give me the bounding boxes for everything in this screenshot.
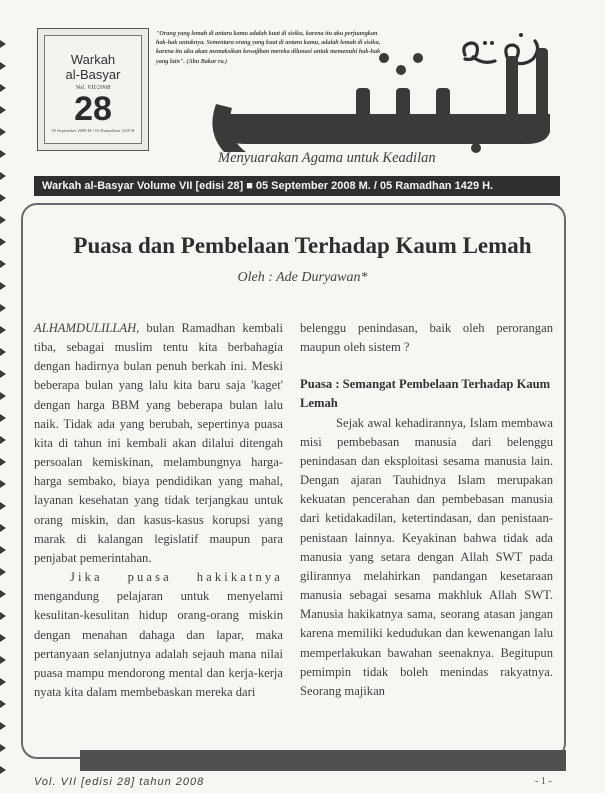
border-triangle (0, 612, 6, 620)
border-triangle (0, 128, 6, 136)
border-triangle (0, 40, 6, 48)
border-triangle (0, 62, 6, 70)
paragraph: Sejak awal kehadirannya, Islam membawa misi pembebasan manusia dari belenggu penindasan dan eksploitasi sesama manusia lain. Dengan ajaran Tauhidnya Islam merupakan kekuatan pencerahan dan pembebasan manusia dari ketidakadilan, ketertindasan, dan penistaan-penistaan lainnya. Keyakinan bahwa tidak ada manusia yang setara dengan Allah SWT pada gilirannya melahirkan pandangan kesetaraan manusia sebagai sesama makhluk Allah SWT. Manusia hakikatnya sama, seorang atasan jangan karena memiliki kedudukan dan kewenangan lalu memperlakukan bawahan seenaknya. Begitupun pemimpin tidak boleh menindas rakyatnya. Seorang majikan (300, 415, 553, 698)
border-triangle (0, 546, 6, 554)
arabic-calligraphy-main-logo (206, 48, 558, 158)
border-triangle (0, 744, 6, 752)
logo-date: 05 September 2008 M / 05 Ramadhan 1429 H (51, 128, 135, 133)
border-triangle (0, 150, 6, 158)
border-triangle (0, 590, 6, 598)
border-triangle (0, 634, 6, 642)
masthead-quote: "Orang yang lemah di antara kamu adalah kuat di sisiku, karena itu aku perjuangkan hak-hak untuknya. Sementara orang yang kuat di antara kamu, adalah lemah di sisiku, karena itu aku akan memaksikan kewajiban mereka dilunasi untuk memenuhi hak-hak yang lain". (Abu Bakar ra.) (156, 30, 381, 65)
border-triangle (0, 172, 6, 180)
issue-number: 28 (74, 90, 112, 128)
article-column-left (34, 319, 283, 702)
border-triangle (0, 678, 6, 686)
border-triangle (0, 216, 6, 224)
paragraph-text: mengandung pelajaran untuk menyelami kesulitan-kesulitan hidup orang-orang miskin dengan menahan dahaga dan lapar, maka pertanyaan selanjutnya adalah sejauh mana nilai puasa mampu mendorong mental dan kerja-kerja nyata kita dalam membebaskan mereka dari (34, 589, 283, 699)
border-triangle (0, 502, 6, 510)
paragraph-first-line: Jika puasa hakikatnya (70, 570, 283, 585)
lead-word: ALHAMDULILLAH, (34, 321, 140, 335)
masthead-tagline: Menyuarakan Agama untuk Keadilan (218, 150, 436, 166)
border-triangle (0, 524, 6, 532)
article-title: Puasa dan Pembelaan Terhadap Kaum Lemah (73, 233, 532, 258)
border-triangle (0, 414, 6, 422)
logo-volume: Vol. VII/2008 (75, 84, 111, 91)
border-triangle (0, 458, 6, 466)
border-triangle (0, 370, 6, 378)
border-triangle (0, 722, 6, 730)
issue-logo-inner (44, 35, 142, 144)
logo-title (45, 52, 141, 82)
paragraph (34, 568, 283, 702)
article-column-right (300, 319, 553, 701)
border-triangle (0, 194, 6, 202)
border-triangle (0, 480, 6, 488)
border-triangle (0, 392, 6, 400)
border-triangle (0, 304, 6, 312)
border-triangle (0, 656, 6, 664)
border-triangle (0, 84, 6, 92)
logo-title-line2: al-Basyar (65, 67, 121, 82)
border-triangle (0, 348, 6, 356)
footer-issue-label: Vol. VII [edisi 28] tahun 2008 (34, 776, 205, 788)
issue-logo-box (37, 28, 149, 151)
paragraph-text: bulan Ramadhan kembali tiba, sebagai muslim tentu kita berbahagia dengan hadirnya bulan penuh berkah ini. Meski beberapa bulan yang lalu kita baru saja 'kaget' dengan harga BBM yang beberapa bulan lalu naik. Tidak ada yang berubah, sepertinya puasa kita di tahun ini kembali akan dilalui ditengah persoalan kemiskinan, melambungnya harga-harga sembako, biaya pendidikan yang mahal, layanan kesehatan yang tidak terjangkau untuk orang miskin, dan kasus-kasus korupsi yang marak di kalangan legislatif maupun para penjabat pemerintahan. (34, 321, 283, 565)
border-triangle (0, 326, 6, 334)
page-number: - 1 - (535, 776, 552, 787)
paragraph: belenggu penindasan, baik oleh perorangan maupun oleh sistem ? (300, 321, 553, 355)
border-triangle (0, 568, 6, 576)
border-triangle (0, 260, 6, 268)
border-ornament (0, 40, 8, 780)
border-triangle (0, 436, 6, 444)
paragraph (34, 319, 283, 568)
border-triangle (0, 700, 6, 708)
bottom-decorative-strip (80, 750, 566, 771)
logo-title-line1: Warkah (70, 52, 116, 67)
article-author: Oleh : Ade Duryawan* (237, 270, 368, 285)
section-subheading: Puasa : Semangat Pembelaan Terhadap Kaum Lemah (300, 377, 551, 411)
border-triangle (0, 766, 6, 774)
issue-header-bar: Warkah al-Basyar Volume VII [edisi 28] ■ 05 September 2008 M. / 05 Ramadhan 1429 H. (34, 176, 560, 196)
border-triangle (0, 106, 6, 114)
